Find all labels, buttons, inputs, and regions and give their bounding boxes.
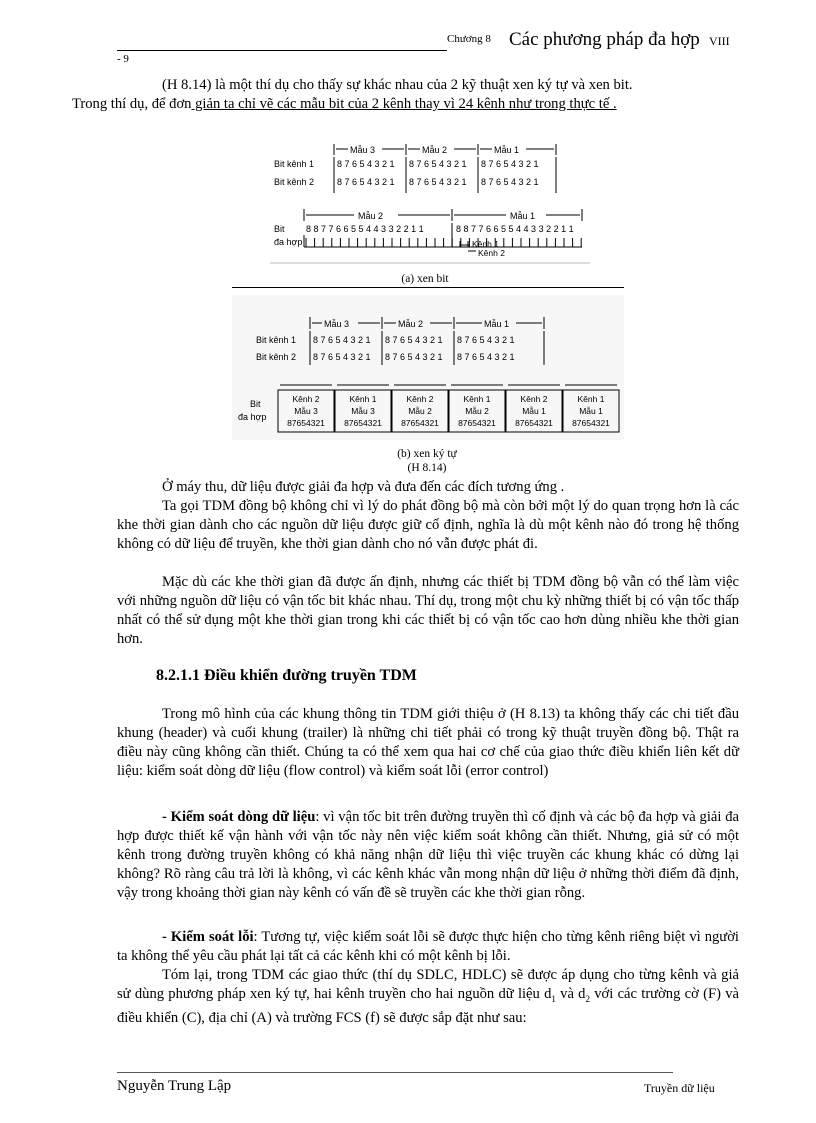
fig-b-sample1: Mẫu 1: [484, 319, 510, 329]
fig-a-sample1: Mẫu 1: [494, 145, 520, 155]
summary-text-c: với các trường cờ (F) và điều khiển (C), địa chỉ (A) và trường FCS (f) sẽ được sắp đặt như sau:: [117, 986, 739, 1026]
fig-b-slot-bits: 87654321: [287, 418, 325, 428]
fig-b-bits: 8 7 6 5 4 3 2 1: [313, 352, 371, 362]
fig-a-bits: 8 7 6 5 4 3 2 1: [481, 159, 539, 169]
fig-a-bits: 8 7 6 5 4 3 2 1: [409, 177, 467, 187]
fig-b-slot-bits: 87654321: [344, 418, 382, 428]
fig-b-bits: 8 7 6 5 4 3 2 1: [385, 335, 443, 345]
fig-a-mux-label2: đa hợp: [274, 237, 303, 247]
fig-b-row2-label: Bit kênh 2: [256, 352, 297, 362]
footer-author: Nguyễn Trung Lập: [117, 1078, 232, 1094]
fig-b-bits: 8 7 6 5 4 3 2 1: [457, 352, 515, 362]
fig-a-mux-sample1: Mẫu 1: [510, 211, 536, 221]
fig-a-row1-label: Bit kênh 1: [274, 159, 315, 169]
fig-b-slot-channel: Kênh 1: [463, 394, 491, 404]
header-rule: [117, 50, 447, 51]
fig-b-slot-channel: Kênh 2: [292, 394, 320, 404]
flow-control-term: - Kiểm soát dòng dữ liệu: [162, 809, 316, 825]
paragraph-flow-control: [117, 808, 739, 903]
fig-b-slot-sample: Mẫu 3: [351, 406, 375, 416]
fig-a-channel1: Kênh 1: [472, 239, 499, 249]
error-control-term: - Kiểm soát lỗi: [162, 929, 254, 945]
fig-b-slot-sample: Mẫu 3: [294, 406, 318, 416]
paragraph-summary: [117, 966, 739, 1028]
fig-b-row1-label: Bit kênh 1: [256, 335, 297, 345]
figure-char-interleave: [232, 295, 624, 440]
fig-a-mux-label1: Bit: [274, 224, 285, 234]
summary-sub-2: 2: [585, 993, 590, 1004]
fig-b-slot-channel: Kênh 1: [577, 394, 605, 404]
intro-line-2b: giản ta chỉ vẽ các mẫu bit của 2 kênh thay vì 24 kênh như trong thực tế .: [191, 96, 617, 112]
fig-b-bits: 8 7 6 5 4 3 2 1: [385, 352, 443, 362]
fig-b-sample2: Mẫu 2: [398, 319, 424, 329]
fig-a-mux-bits-a: 8 8 7 7 6 6 5 5 4 4 3 3 2 2 1 1: [306, 224, 424, 234]
fig-b-slot-bits: 87654321: [515, 418, 553, 428]
intro-line-2a: Trong thí dụ, để đơn: [72, 96, 192, 112]
fig-b-bits: 8 7 6 5 4 3 2 1: [457, 335, 515, 345]
chapter-label: Chương 8: [447, 33, 491, 45]
fig-a-mux-bits-b: 8 8 7 7 6 6 5 5 4 4 3 3 2 2 1 1: [456, 224, 574, 234]
fig-a-bits: 8 7 6 5 4 3 2 1: [337, 177, 395, 187]
fig-b-bits: 8 7 6 5 4 3 2 1: [313, 335, 371, 345]
fig-b-slot-sample: Mẫu 1: [522, 406, 546, 416]
summary-sub-1: 1: [551, 993, 556, 1004]
error-control-text: : Tương tự, việc kiểm soát lỗi sẽ được thực hiện cho từng kênh riêng biệt vì người ta không thể yêu cầu phát lại tất cả các kênh khi có một kênh bị lỗi.: [117, 929, 739, 964]
figure-b-caption: (b) xen ký tự: [397, 448, 457, 460]
flow-control-text: : vì vận tốc bit trên đường truyền thì cố định và các bộ đa hợp và giải đa hợp được thiết kế vận hành với vận tốc này nên việc kiểm soát không cần thiết. Nhưng, giả sử có một kênh trong đường truyền không có khả năng nhận dữ liệu thì việc truyền các khung khác có dừng lại không? Rõ ràng câu trả lời là không, vì các kênh khác vẫn mong nhận dữ liệu ở những thời điểm đã định, vậy trong khoảng thời gian này kênh có vấn đề sẽ truyền các khe thời gian rỗng.: [117, 809, 739, 901]
page-number: - 9: [117, 53, 129, 65]
summary-text-b: và d: [555, 986, 586, 1002]
section-heading: 8.2.1.1 Điều khiển đường truyền TDM: [156, 667, 417, 684]
figure-reference: (H 8.14): [407, 462, 447, 474]
fig-b-mux-label1: Bit: [250, 399, 261, 409]
fig-b-slot-channel: Kênh 1: [349, 394, 377, 404]
paragraph-error-control: [117, 928, 739, 966]
figure-bit-interleave: [270, 135, 590, 265]
fig-a-bits: 8 7 6 5 4 3 2 1: [337, 159, 395, 169]
fig-b-sample3: Mẫu 3: [324, 319, 350, 329]
paragraph-tdm-model: Trong mô hình của các khung thông tin TDM giới thiệu ở (H 8.13) ta không thấy các chi tiết đầu khung (header) và cuối khung (trailer) là những chi tiết phải có trong kỹ thuật truyền đồng bộ. Thật ra điều này cũng không cần thiết. Chúng ta có thể xem qua hai cơ chế của giao thức điều khiển liên kết dữ liệu: kiểm soát dòng dữ liệu (flow control) và kiểm soát lỗi (error control): [117, 706, 739, 779]
paragraph-sync-tdm: Ta gọi TDM đồng bộ không chỉ vì lý do phát đồng bộ mà còn bởi một lý do quan trọng hơn là các khe thời gian dành cho các nguồn dữ liệu được giữ cố định, nghĩa là dù một kênh nào đó trong hệ thống không có dữ liệu để truyền, khe thời gian dành cho nó vẫn được phát đi.: [117, 498, 739, 552]
intro-paragraph: [72, 76, 739, 114]
paragraph-receiver: Ở máy thu, dữ liệu được giải đa hợp và đưa đến các đích tương ứng .: [162, 479, 565, 495]
footer-course: Truyền dữ liệu: [644, 1081, 715, 1095]
fig-a-bits: 8 7 6 5 4 3 2 1: [481, 177, 539, 187]
paragraph-slots: Mặc dù các khe thời gian đã được ấn định, nhưng các thiết bị TDM đồng bộ vẫn có thể làm việc với những nguồn dữ liệu có vận tốc bit khác nhau. Thí dụ, trong một chu kỳ những thiết bị có vận tốc thấp nhất có thể sử dụng một khe thời gian trong khi các thiết bị có vận tốc cao hơn dùng nhiều khe thời gian hơn.: [117, 574, 739, 647]
fig-b-slot-channel: Kênh 2: [520, 394, 548, 404]
fig-b-slot-channel: Kênh 2: [406, 394, 434, 404]
summary-text-a: Tóm lại, trong TDM các giao thức (thí dụ SDLC, HDLC) sẽ được áp dụng cho từng kênh và giả sử dùng phương pháp xen ký tự, hai kênh truyền cho hai nguồn dữ liệu d: [117, 967, 739, 1002]
fig-b-mux-label2: đa hợp: [238, 412, 267, 422]
fig-b-slot-sample: Mẫu 1: [579, 406, 603, 416]
chapter-title: Các phương pháp đa hợp: [509, 29, 700, 50]
fig-b-slot-bits: 87654321: [458, 418, 496, 428]
fig-a-sample2: Mẫu 2: [422, 145, 448, 155]
figure-a-caption: (a) xen bit: [401, 273, 449, 285]
figure-divider: [232, 287, 624, 288]
fig-b-slot-sample: Mẫu 2: [408, 406, 432, 416]
fig-b-slot-sample: Mẫu 2: [465, 406, 489, 416]
chapter-roman: VIII: [709, 34, 730, 48]
fig-a-mux-sample2: Mẫu 2: [358, 211, 384, 221]
intro-line-1: (H 8.14) là một thí dụ cho thấy sự khác nhau của 2 kỹ thuật xen ký tự và xen bit.: [162, 77, 633, 93]
fig-b-slot-bits: 87654321: [572, 418, 610, 428]
fig-a-sample3: Mẫu 3: [350, 145, 376, 155]
fig-a-row2-label: Bit kênh 2: [274, 177, 315, 187]
fig-b-slot-bits: 87654321: [401, 418, 439, 428]
fig-a-channel2: Kênh 2: [478, 248, 505, 258]
fig-a-bits: 8 7 6 5 4 3 2 1: [409, 159, 467, 169]
footer-rule: [117, 1072, 673, 1073]
